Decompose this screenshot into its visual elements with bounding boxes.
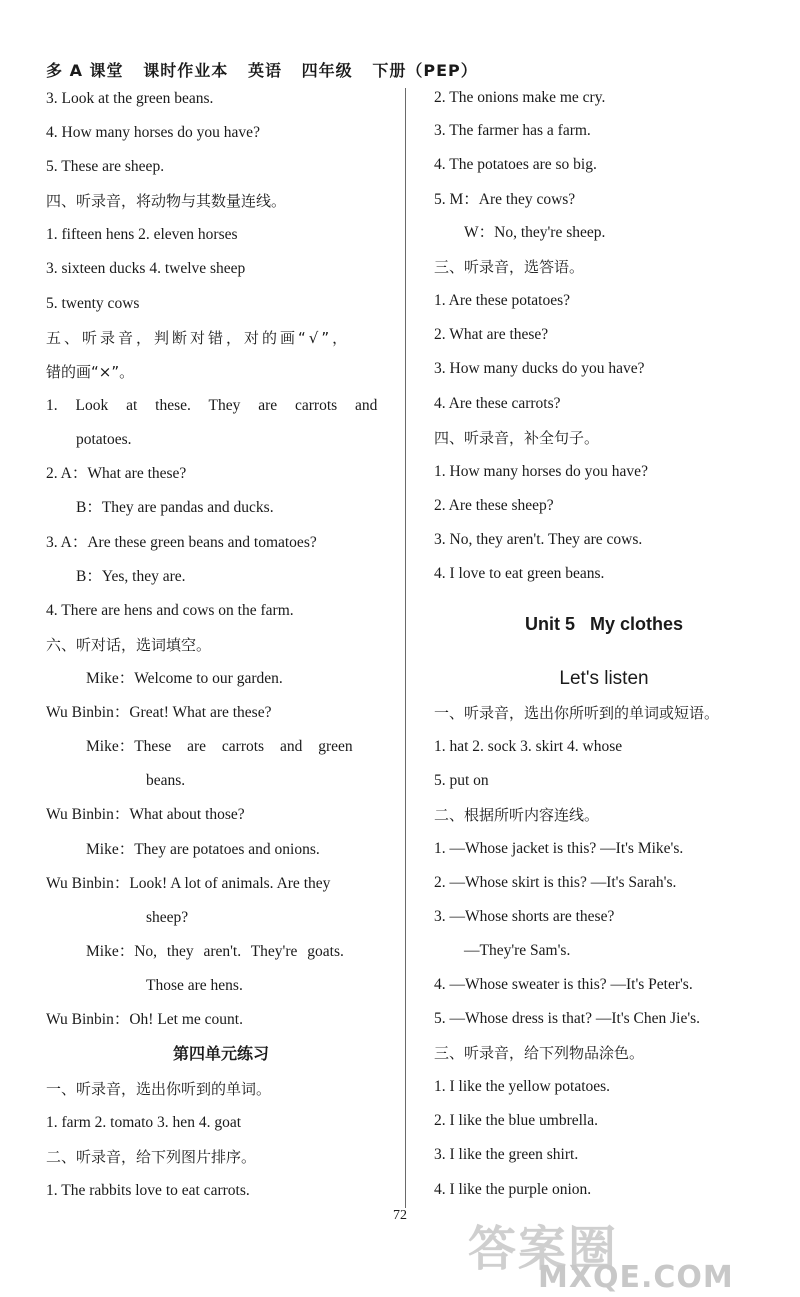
text-line: 1. Are these potatoes? [434, 292, 571, 309]
section-heading: 四、听录音，将动物与其数量连线。 [46, 192, 287, 210]
text-line: 5. —Whose dress is that? —It's Chen Jie's. [434, 1010, 701, 1027]
text-line: 3. —Whose shorts are these? [434, 908, 615, 925]
section-heading: 一、听录音，选出你所听到的单词或短语。 [434, 704, 720, 722]
text-line: 2. I like the blue umbrella. [434, 1112, 598, 1129]
dialogue-line: Mike：These are carrots and green [86, 738, 353, 755]
dialogue-line: Wu Binbin：Look! A lot of animals. Are they [46, 875, 331, 892]
dialogue-line: Those are hens. [146, 977, 243, 994]
dialogue-line: Mike：They are potatoes and onions. [86, 841, 320, 858]
dialogue-line: Wu Binbin：Oh! Let me count. [46, 1011, 243, 1028]
dialogue-line: Mike：Welcome to our garden. [86, 670, 283, 687]
text-line: W：No, they're sheep. [464, 224, 606, 241]
dialogue-line: Mike：No, they aren't. They're goats. [86, 943, 344, 960]
text-line: 4. There are hens and cows on the farm. [46, 602, 294, 619]
section-heading: 一、听录音，选出你听到的单词。 [46, 1080, 272, 1098]
watermark-text: 答案圈 [468, 1221, 619, 1277]
section-heading-cont: 错的画“×”。 [46, 363, 135, 381]
text-line: potatoes. [76, 431, 132, 448]
watermark-site: MXQE.COM [538, 1260, 734, 1295]
text-line: 1. The rabbits love to eat carrots. [46, 1182, 250, 1199]
text-line: 5. M：Are they cows? [434, 191, 576, 208]
section-heading: 二、根据所听内容连线。 [434, 806, 600, 824]
page-number: 72 [393, 1208, 407, 1223]
text-line: 3. The farmer has a farm. [434, 122, 591, 139]
text-line: 3. sixteen ducks 4. twelve sheep [46, 260, 246, 277]
text-line: B：Yes, they are. [76, 568, 186, 585]
text-line: 3. No, they aren't. They are cows. [434, 531, 643, 548]
dialogue-line: beans. [146, 772, 186, 789]
unit-practice-title: 第四单元练习 [172, 1044, 269, 1063]
text-line: 3. How many ducks do you have? [434, 360, 645, 377]
text-line: 4. I like the purple onion. [434, 1181, 592, 1198]
text-line: 2. —Whose skirt is this? —It's Sarah's. [434, 874, 677, 891]
text-line: 1. fifteen hens 2. eleven horses [46, 226, 238, 243]
dialogue-line: sheep? [146, 909, 189, 926]
section-heading: 四、听录音，补全句子。 [434, 429, 600, 447]
text-line: 1. How many horses do you have? [434, 463, 648, 480]
section-heading: 三、听录音，给下列物品涂色。 [434, 1044, 645, 1062]
watermark-logo [468, 1210, 798, 1297]
text-line: 4. I love to eat green beans. [434, 565, 605, 582]
section-heading: 五、听录音，判断对错，对的画“√”， [46, 329, 351, 347]
text-line: 2. What are these? [434, 326, 549, 343]
dialogue-line: Wu Binbin：What about those? [46, 806, 245, 823]
text-line: 3. I like the green shirt. [434, 1146, 579, 1163]
unit-title: Unit 5 My clothes [524, 614, 684, 634]
text-line: 1. Look at these. They are carrots and [46, 397, 378, 414]
text-line: 1. —Whose jacket is this? —It's Mike's. [434, 840, 684, 857]
page-header: 多 A 课堂 课时作业本 英语 四年级 下册（PEP） [46, 61, 478, 80]
text-line: 5. These are sheep. [46, 158, 165, 175]
section-heading: 三、听录音，选答语。 [434, 258, 585, 276]
column-divider [405, 88, 406, 1208]
section-heading: 六、听对话，选词填空。 [46, 636, 212, 654]
text-line: 3. A：Are these green beans and tomatoes? [46, 534, 317, 551]
text-line: —They're Sam's. [464, 942, 571, 959]
text-line: 4. Are these carrots? [434, 395, 561, 412]
text-line: 5. put on [434, 772, 489, 789]
dialogue-line: Wu Binbin：Great! What are these? [46, 704, 272, 721]
text-line: 4. The potatoes are so big. [434, 156, 597, 173]
text-line: 4. How many horses do you have? [46, 124, 260, 141]
text-line: 3. Look at the green beans. [46, 90, 214, 107]
text-line: B：They are pandas and ducks. [76, 499, 274, 516]
section-heading: 二、听录音，给下列图片排序。 [46, 1148, 257, 1166]
text-line: 4. —Whose sweater is this? —It's Peter's. [434, 976, 693, 993]
text-line: 1. I like the yellow potatoes. [434, 1078, 611, 1095]
text-line: 5. twenty cows [46, 295, 140, 312]
subsection-title: Let's listen [559, 668, 649, 689]
text-line: 1. hat 2. sock 3. skirt 4. whose [434, 738, 623, 755]
text-line: 1. farm 2. tomato 3. hen 4. goat [46, 1114, 241, 1131]
text-line: 2. Are these sheep? [434, 497, 554, 514]
text-line: 2. A：What are these? [46, 465, 187, 482]
text-line: 2. The onions make me cry. [434, 89, 606, 106]
